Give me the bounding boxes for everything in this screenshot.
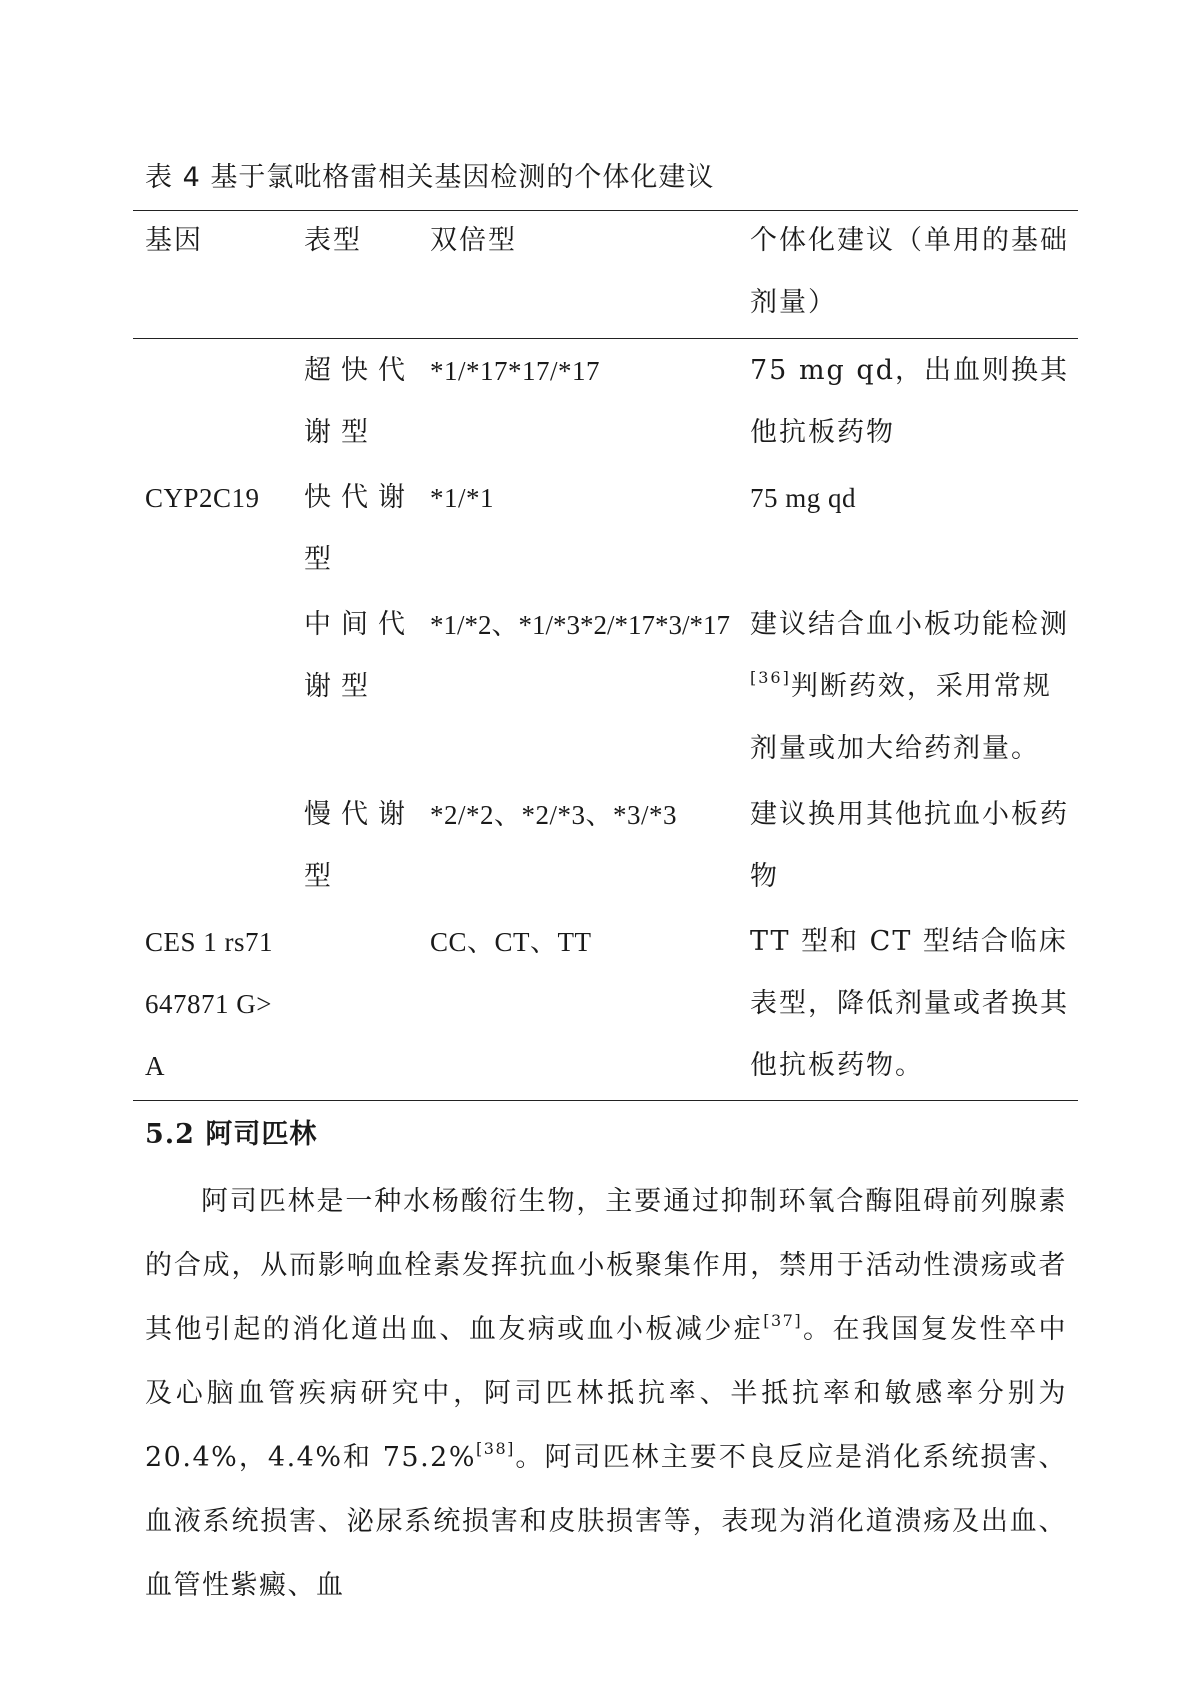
phenotype-poor: 慢代谢型 — [304, 799, 415, 892]
header-gene: 基因 — [145, 225, 203, 256]
gene-cyp2c19: CYP2C19 — [145, 483, 260, 513]
diplotype-poor: *2/*2、*2/*3、*3/*3 — [430, 800, 678, 830]
diplotype-rapid: *1/*1 — [430, 483, 495, 513]
advice-ultrarapid: 75 mg qd，出血则换其他抗板药物 — [750, 355, 1069, 448]
header-phenotype: 表型 — [304, 225, 362, 256]
paragraph-part-1: 阿司匹林是一种水杨酸衍生物，主要通过抑制环氧合酶阻碍前列腺素的合成，从而影响血栓素发挥抗血小板聚集作用，禁用于活动性溃疡或者其他引起的消化道出血、血友病或血小板减少症 — [145, 1186, 1067, 1345]
advice-intermediate-pre: 建议结合血小板功能检测 — [750, 609, 1069, 640]
phenotype-ultrarapid: 超快代谢型 — [304, 355, 415, 448]
section-paragraph — [145, 1170, 1067, 1618]
header-advice: 个体化建议（单用的基础剂量） — [750, 225, 1069, 318]
diplotype-ces1: CC、CT、TT — [430, 927, 592, 957]
citation-36: [36] — [750, 668, 791, 687]
phenotype-intermediate: 中间代谢型 — [304, 609, 415, 702]
advice-ces1: TT 型和 CT 型结合临床表型，降低剂量或者换其他抗板药物。 — [750, 926, 1069, 1081]
citation-38: [38] — [476, 1439, 515, 1458]
header-diplotype: 双倍型 — [430, 225, 517, 256]
paragraph-part-3: 。阿司匹林主要不良反应是消化系统损害、血液系统损害、泌尿系统损害和皮肤损害等，表现为消化道溃疡及出血、血管性紫癜、血 — [145, 1442, 1067, 1601]
diplotype-ultrarapid: *1/*17*17/*17 — [430, 356, 601, 386]
table-bottom-rule — [133, 1100, 1078, 1101]
section-heading: 5.2 阿司匹林 — [145, 1119, 318, 1150]
advice-intermediate-post: 判断药效，采用常规剂量或加大给药剂量。 — [750, 671, 1052, 764]
table-header-rule — [133, 338, 1078, 339]
paragraph-part-2: 。在我国复发性卒中及心脑血管疾病研究中，阿司匹林抵抗率、半抵抗率和敏感率分别为 20.4%，4.4%和 75.2% — [145, 1314, 1068, 1473]
advice-rapid: 75 mg qd — [750, 483, 857, 513]
gene-ces1: CES 1 rs71647871 G>A — [145, 927, 274, 1081]
phenotype-rapid: 快代谢型 — [304, 482, 415, 575]
citation-37: [37] — [763, 1311, 803, 1330]
diplotype-intermediate: *1/*2、*1/*3*2/*17*3/*17 — [430, 610, 731, 640]
table-caption: 表 4 基于氯吡格雷相关基因检测的个体化建议 — [145, 162, 715, 193]
advice-intermediate — [750, 594, 1072, 780]
advice-poor: 建议换用其他抗血小板药物 — [750, 799, 1069, 892]
